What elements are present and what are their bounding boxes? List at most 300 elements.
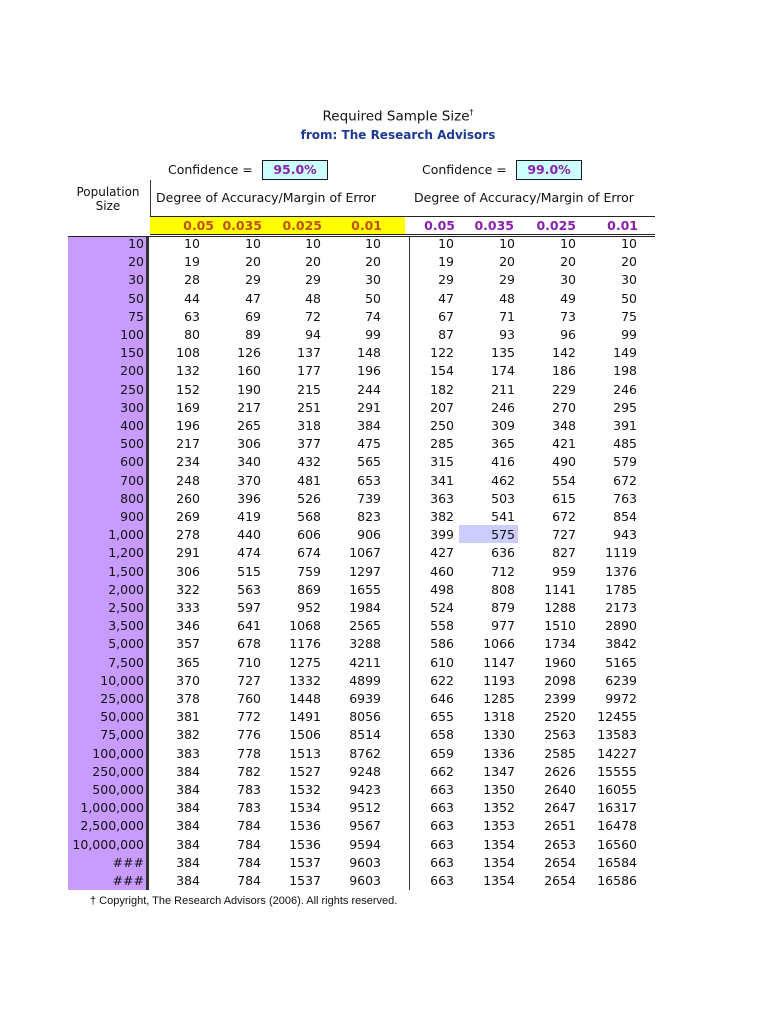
right-0035-cell[interactable]: 503 bbox=[491, 490, 515, 506]
left-005-cell[interactable]: 248 bbox=[176, 472, 200, 488]
right-005-cell[interactable]: 154 bbox=[430, 363, 454, 379]
right-confidence-value[interactable]: 99.0% bbox=[516, 160, 582, 180]
left-001-cell[interactable]: 30 bbox=[365, 272, 381, 288]
right-001-cell[interactable]: 16317 bbox=[597, 800, 637, 816]
population-cell[interactable]: 100 bbox=[120, 327, 144, 342]
left-0035-cell[interactable]: 772 bbox=[237, 709, 261, 725]
population-cell[interactable]: 1,000,000 bbox=[80, 800, 144, 816]
left-0035-cell[interactable]: 370 bbox=[237, 472, 261, 488]
right-0025-cell[interactable]: 2626 bbox=[544, 763, 576, 779]
right-0035-cell[interactable]: 1354 bbox=[483, 854, 515, 870]
right-005-cell[interactable]: 122 bbox=[430, 345, 454, 361]
population-cell[interactable]: 20 bbox=[128, 254, 144, 270]
right-0025-cell[interactable]: 2399 bbox=[544, 691, 576, 706]
left-0025-cell[interactable]: 869 bbox=[297, 581, 321, 597]
left-005-cell[interactable]: 260 bbox=[176, 490, 200, 506]
population-cell[interactable]: 600 bbox=[120, 454, 144, 470]
left-0035-cell[interactable]: 782 bbox=[237, 763, 261, 779]
left-001-cell[interactable]: 2565 bbox=[349, 618, 381, 634]
right-0025-cell[interactable]: 2640 bbox=[544, 782, 576, 797]
left-001-cell[interactable]: 475 bbox=[357, 436, 381, 452]
left-005-cell[interactable]: 306 bbox=[176, 563, 200, 579]
right-005-cell[interactable]: 663 bbox=[430, 782, 454, 797]
right-001-cell[interactable]: 579 bbox=[613, 454, 637, 470]
right-001-cell[interactable]: 2890 bbox=[605, 618, 637, 634]
population-cell[interactable]: 10 bbox=[128, 236, 144, 251]
right-005-cell[interactable]: 663 bbox=[430, 818, 454, 834]
left-0025-cell[interactable]: 1332 bbox=[289, 672, 321, 688]
right-0035-cell[interactable]: 174 bbox=[491, 363, 515, 379]
left-0035-cell[interactable]: 783 bbox=[237, 800, 261, 816]
right-005-cell[interactable]: 622 bbox=[430, 672, 454, 688]
left-0035-cell[interactable]: 784 bbox=[237, 818, 261, 834]
left-0025-cell[interactable]: 1537 bbox=[289, 873, 321, 888]
left-0025-cell[interactable]: 481 bbox=[297, 472, 321, 488]
left-001-cell[interactable]: 8514 bbox=[349, 727, 381, 743]
right-0035-cell[interactable]: 1285 bbox=[483, 691, 515, 706]
left-001-cell[interactable]: 10 bbox=[365, 236, 381, 251]
left-0025-cell[interactable]: 606 bbox=[297, 527, 321, 543]
left-001-cell[interactable]: 8762 bbox=[349, 745, 381, 761]
left-001-cell[interactable]: 196 bbox=[357, 363, 381, 379]
right-005-cell[interactable]: 10 bbox=[438, 236, 454, 251]
population-cell[interactable]: 900 bbox=[120, 509, 144, 524]
left-0035-cell[interactable]: 710 bbox=[237, 654, 261, 670]
right-0025-cell[interactable]: 827 bbox=[552, 545, 576, 561]
right-0025-cell[interactable]: 672 bbox=[552, 509, 576, 524]
right-0025-cell[interactable]: 2654 bbox=[544, 854, 576, 870]
right-005-cell[interactable]: 663 bbox=[430, 854, 454, 870]
right-005-cell[interactable]: 558 bbox=[430, 618, 454, 634]
left-0025-cell[interactable]: 29 bbox=[305, 272, 321, 288]
right-001-cell[interactable]: 20 bbox=[621, 254, 637, 270]
right-005-cell[interactable]: 29 bbox=[438, 272, 454, 288]
population-cell[interactable]: 10,000,000 bbox=[72, 836, 144, 852]
right-005-cell[interactable]: 427 bbox=[430, 545, 454, 561]
right-005-cell[interactable]: 182 bbox=[430, 381, 454, 397]
right-005-cell[interactable]: 663 bbox=[430, 836, 454, 852]
left-0035-cell[interactable]: 778 bbox=[237, 745, 261, 761]
right-001-cell[interactable]: 14227 bbox=[597, 745, 637, 761]
right-0035-cell[interactable]: 1354 bbox=[483, 836, 515, 852]
right-001-cell[interactable]: 763 bbox=[613, 490, 637, 506]
left-001-cell[interactable]: 244 bbox=[357, 381, 381, 397]
left-0035-cell[interactable]: 563 bbox=[237, 581, 261, 597]
population-cell[interactable]: 150 bbox=[120, 345, 144, 361]
right-0035-cell[interactable]: 977 bbox=[491, 618, 515, 634]
population-cell[interactable]: ### bbox=[112, 854, 144, 870]
left-0025-cell[interactable]: 1534 bbox=[289, 800, 321, 816]
right-001-cell[interactable]: 10 bbox=[621, 236, 637, 251]
right-001-cell[interactable]: 12455 bbox=[597, 709, 637, 725]
left-001-cell[interactable]: 9594 bbox=[349, 836, 381, 852]
left-005-cell[interactable]: 322 bbox=[176, 581, 200, 597]
right-001-cell[interactable]: 9972 bbox=[605, 691, 637, 706]
left-005-cell[interactable]: 10 bbox=[184, 236, 200, 251]
right-0035-cell[interactable]: 1318 bbox=[483, 709, 515, 725]
right-001-cell[interactable]: 1785 bbox=[605, 581, 637, 597]
right-0025-cell[interactable]: 615 bbox=[552, 490, 576, 506]
left-0035-cell[interactable]: 515 bbox=[237, 563, 261, 579]
population-cell[interactable]: ### bbox=[112, 873, 144, 888]
left-001-cell[interactable]: 1067 bbox=[349, 545, 381, 561]
left-005-cell[interactable]: 278 bbox=[176, 527, 200, 543]
right-0035-cell[interactable]: 1193 bbox=[483, 672, 515, 688]
left-0025-cell[interactable]: 137 bbox=[297, 345, 321, 361]
right-001-cell[interactable]: 485 bbox=[613, 436, 637, 452]
right-0035-cell[interactable]: 462 bbox=[491, 472, 515, 488]
population-cell[interactable]: 1,000 bbox=[108, 527, 144, 543]
left-0035-cell[interactable]: 190 bbox=[237, 381, 261, 397]
population-cell[interactable]: 25,000 bbox=[100, 691, 144, 706]
right-0025-cell[interactable]: 2647 bbox=[544, 800, 576, 816]
left-0025-cell[interactable]: 10 bbox=[305, 236, 321, 251]
left-0035-cell[interactable]: 89 bbox=[245, 327, 261, 342]
left-001-cell[interactable]: 9603 bbox=[349, 854, 381, 870]
right-0035-cell[interactable]: 1336 bbox=[483, 745, 515, 761]
population-cell[interactable]: 50 bbox=[128, 290, 144, 306]
right-0025-cell[interactable]: 2653 bbox=[544, 836, 576, 852]
right-0025-cell[interactable]: 2520 bbox=[544, 709, 576, 725]
right-0025-cell[interactable]: 1288 bbox=[544, 600, 576, 615]
left-0035-cell[interactable]: 678 bbox=[237, 636, 261, 652]
left-0025-cell[interactable]: 952 bbox=[297, 600, 321, 615]
left-001-cell[interactable]: 739 bbox=[357, 490, 381, 506]
right-001-cell[interactable]: 16478 bbox=[597, 818, 637, 834]
left-001-cell[interactable]: 1297 bbox=[349, 563, 381, 579]
left-005-cell[interactable]: 234 bbox=[176, 454, 200, 470]
left-0035-cell[interactable]: 474 bbox=[237, 545, 261, 561]
right-001-cell[interactable]: 3842 bbox=[605, 636, 637, 652]
left-001-cell[interactable]: 9423 bbox=[349, 782, 381, 797]
left-0035-cell[interactable]: 419 bbox=[237, 509, 261, 524]
left-001-cell[interactable]: 9603 bbox=[349, 873, 381, 888]
right-0035-cell[interactable]: 365 bbox=[491, 436, 515, 452]
right-0035-cell[interactable]: 71 bbox=[499, 308, 515, 324]
right-0025-cell[interactable]: 30 bbox=[560, 272, 576, 288]
right-005-cell[interactable]: 207 bbox=[430, 399, 454, 415]
left-001-cell[interactable]: 1984 bbox=[349, 600, 381, 615]
population-cell[interactable]: 1,500 bbox=[108, 563, 144, 579]
right-001-cell[interactable]: 16560 bbox=[597, 836, 637, 852]
left-0025-cell[interactable]: 1506 bbox=[289, 727, 321, 743]
right-001-cell[interactable]: 99 bbox=[621, 327, 637, 342]
left-001-cell[interactable]: 4211 bbox=[349, 654, 381, 670]
right-005-cell[interactable]: 87 bbox=[438, 327, 454, 342]
left-0025-cell[interactable]: 1068 bbox=[289, 618, 321, 634]
right-005-cell[interactable]: 250 bbox=[430, 418, 454, 433]
right-001-cell[interactable]: 198 bbox=[613, 363, 637, 379]
population-cell[interactable]: 800 bbox=[120, 490, 144, 506]
population-cell[interactable]: 700 bbox=[120, 472, 144, 488]
right-0035-cell[interactable]: 541 bbox=[491, 509, 515, 524]
right-001-cell[interactable]: 6239 bbox=[605, 672, 637, 688]
population-cell[interactable]: 7,500 bbox=[108, 654, 144, 670]
left-005-cell[interactable]: 365 bbox=[176, 654, 200, 670]
right-001-cell[interactable]: 5165 bbox=[605, 654, 637, 670]
left-0025-cell[interactable]: 94 bbox=[305, 327, 321, 342]
right-005-cell[interactable]: 524 bbox=[430, 600, 454, 615]
right-0025-cell[interactable]: 2651 bbox=[544, 818, 576, 834]
left-001-cell[interactable]: 291 bbox=[357, 399, 381, 415]
left-0025-cell[interactable]: 215 bbox=[297, 381, 321, 397]
left-005-cell[interactable]: 384 bbox=[176, 800, 200, 816]
left-005-cell[interactable]: 196 bbox=[176, 418, 200, 433]
population-cell[interactable]: 2,500 bbox=[108, 600, 144, 615]
left-001-cell[interactable]: 74 bbox=[365, 308, 381, 324]
population-cell[interactable]: 30 bbox=[128, 272, 144, 288]
right-005-cell[interactable]: 663 bbox=[430, 873, 454, 888]
right-0025-cell[interactable]: 421 bbox=[552, 436, 576, 452]
right-005-cell[interactable]: 662 bbox=[430, 763, 454, 779]
left-0035-cell[interactable]: 306 bbox=[237, 436, 261, 452]
left-0025-cell[interactable]: 1491 bbox=[289, 709, 321, 725]
right-005-cell[interactable]: 658 bbox=[430, 727, 454, 743]
right-005-cell[interactable]: 341 bbox=[430, 472, 454, 488]
left-0025-cell[interactable]: 1176 bbox=[289, 636, 321, 652]
left-005-cell[interactable]: 28 bbox=[184, 272, 200, 288]
right-0025-cell[interactable]: 490 bbox=[552, 454, 576, 470]
left-005-cell[interactable]: 291 bbox=[176, 545, 200, 561]
left-0025-cell[interactable]: 48 bbox=[305, 290, 321, 306]
right-0035-cell[interactable]: 1347 bbox=[483, 763, 515, 779]
left-0025-cell[interactable]: 1527 bbox=[289, 763, 321, 779]
right-001-cell[interactable]: 1376 bbox=[605, 563, 637, 579]
right-0035-cell[interactable]: 135 bbox=[491, 345, 515, 361]
left-001-cell[interactable]: 6939 bbox=[349, 691, 381, 706]
left-005-cell[interactable]: 169 bbox=[176, 399, 200, 415]
right-001-cell[interactable]: 391 bbox=[613, 418, 637, 433]
population-cell[interactable]: 250,000 bbox=[92, 763, 144, 779]
left-005-cell[interactable]: 152 bbox=[176, 381, 200, 397]
right-001-cell[interactable]: 295 bbox=[613, 399, 637, 415]
right-0025-cell[interactable]: 1510 bbox=[544, 618, 576, 634]
right-0025-cell[interactable]: 2585 bbox=[544, 745, 576, 761]
left-0035-cell[interactable]: 784 bbox=[237, 854, 261, 870]
left-001-cell[interactable]: 565 bbox=[357, 454, 381, 470]
population-cell[interactable]: 2,500,000 bbox=[80, 818, 144, 834]
right-001-cell[interactable]: 246 bbox=[613, 381, 637, 397]
left-0035-cell[interactable]: 597 bbox=[237, 600, 261, 615]
population-cell[interactable]: 500,000 bbox=[92, 782, 144, 797]
right-001-cell[interactable]: 16586 bbox=[597, 873, 637, 888]
left-005-cell[interactable]: 80 bbox=[184, 327, 200, 342]
left-0025-cell[interactable]: 759 bbox=[297, 563, 321, 579]
right-0035-cell[interactable]: 211 bbox=[491, 381, 515, 397]
left-001-cell[interactable]: 148 bbox=[357, 345, 381, 361]
right-005-cell[interactable]: 498 bbox=[430, 581, 454, 597]
right-0035-cell[interactable]: 1350 bbox=[483, 782, 515, 797]
right-0025-cell[interactable]: 10 bbox=[560, 236, 576, 251]
right-005-cell[interactable]: 67 bbox=[438, 308, 454, 324]
right-0035-cell[interactable]: 636 bbox=[491, 545, 515, 561]
population-cell[interactable]: 300 bbox=[120, 399, 144, 415]
left-0035-cell[interactable]: 340 bbox=[237, 454, 261, 470]
left-0035-cell[interactable]: 20 bbox=[245, 254, 261, 270]
left-0035-cell[interactable]: 10 bbox=[245, 236, 261, 251]
left-0035-cell[interactable]: 776 bbox=[237, 727, 261, 743]
right-0025-cell[interactable]: 1734 bbox=[544, 636, 576, 652]
right-005-cell[interactable]: 610 bbox=[430, 654, 454, 670]
left-001-cell[interactable]: 9567 bbox=[349, 818, 381, 834]
right-0035-cell[interactable]: 1066 bbox=[483, 636, 515, 652]
right-0025-cell[interactable]: 73 bbox=[560, 308, 576, 324]
right-0025-cell[interactable]: 727 bbox=[552, 527, 576, 543]
right-001-cell[interactable]: 13583 bbox=[597, 727, 637, 743]
left-confidence-value[interactable]: 95.0% bbox=[262, 160, 328, 180]
left-0025-cell[interactable]: 1513 bbox=[289, 745, 321, 761]
right-0035-cell[interactable]: 48 bbox=[499, 290, 515, 306]
left-0035-cell[interactable]: 126 bbox=[237, 345, 261, 361]
left-0035-cell[interactable]: 217 bbox=[237, 399, 261, 415]
left-0035-cell[interactable]: 396 bbox=[237, 490, 261, 506]
right-005-cell[interactable]: 19 bbox=[438, 254, 454, 270]
population-cell[interactable]: 5,000 bbox=[108, 636, 144, 652]
right-0035-cell[interactable]: 416 bbox=[491, 454, 515, 470]
left-005-cell[interactable]: 383 bbox=[176, 745, 200, 761]
right-0035-cell[interactable]: 1353 bbox=[483, 818, 515, 834]
left-0025-cell[interactable]: 674 bbox=[297, 545, 321, 561]
left-0035-cell[interactable]: 440 bbox=[237, 527, 261, 543]
left-0025-cell[interactable]: 432 bbox=[297, 454, 321, 470]
left-005-cell[interactable]: 384 bbox=[176, 818, 200, 834]
right-005-cell[interactable]: 47 bbox=[438, 290, 454, 306]
right-001-cell[interactable]: 50 bbox=[621, 290, 637, 306]
left-005-cell[interactable]: 384 bbox=[176, 873, 200, 888]
right-0025-cell[interactable]: 959 bbox=[552, 563, 576, 579]
left-001-cell[interactable]: 653 bbox=[357, 472, 381, 488]
left-0035-cell[interactable]: 727 bbox=[237, 672, 261, 688]
right-001-cell[interactable]: 672 bbox=[613, 472, 637, 488]
right-0035-cell[interactable]: 712 bbox=[491, 563, 515, 579]
right-0035-cell[interactable]: 93 bbox=[499, 327, 515, 342]
population-cell[interactable]: 50,000 bbox=[100, 709, 144, 725]
left-005-cell[interactable]: 63 bbox=[184, 308, 200, 324]
left-005-cell[interactable]: 378 bbox=[176, 691, 200, 706]
right-0035-cell[interactable]: 10 bbox=[499, 236, 515, 251]
left-005-cell[interactable]: 370 bbox=[176, 672, 200, 688]
right-0025-cell[interactable]: 1141 bbox=[544, 581, 576, 597]
right-005-cell[interactable]: 399 bbox=[430, 527, 454, 543]
left-0025-cell[interactable]: 1532 bbox=[289, 782, 321, 797]
right-005-cell[interactable]: 646 bbox=[430, 691, 454, 706]
right-001-cell[interactable]: 1119 bbox=[605, 545, 637, 561]
left-005-cell[interactable]: 346 bbox=[176, 618, 200, 634]
right-0035-cell[interactable]: 1147 bbox=[483, 654, 515, 670]
right-0035-cell[interactable]: 1330 bbox=[483, 727, 515, 743]
left-005-cell[interactable]: 108 bbox=[176, 345, 200, 361]
left-0035-cell[interactable]: 783 bbox=[237, 782, 261, 797]
population-cell[interactable]: 75 bbox=[128, 308, 144, 324]
left-005-cell[interactable]: 384 bbox=[176, 782, 200, 797]
left-001-cell[interactable]: 1655 bbox=[349, 581, 381, 597]
left-001-cell[interactable]: 3288 bbox=[349, 636, 381, 652]
right-0035-cell[interactable]: 575 bbox=[491, 527, 515, 543]
right-0025-cell[interactable]: 348 bbox=[552, 418, 576, 433]
right-001-cell[interactable]: 75 bbox=[621, 308, 637, 324]
right-0025-cell[interactable]: 20 bbox=[560, 254, 576, 270]
left-0025-cell[interactable]: 318 bbox=[297, 418, 321, 433]
left-0035-cell[interactable]: 29 bbox=[245, 272, 261, 288]
left-0035-cell[interactable]: 760 bbox=[237, 691, 261, 706]
right-001-cell[interactable]: 15555 bbox=[597, 763, 637, 779]
left-005-cell[interactable]: 382 bbox=[176, 727, 200, 743]
population-cell[interactable]: 1,200 bbox=[108, 545, 144, 561]
left-0035-cell[interactable]: 784 bbox=[237, 873, 261, 888]
right-005-cell[interactable]: 659 bbox=[430, 745, 454, 761]
left-001-cell[interactable]: 9512 bbox=[349, 800, 381, 816]
right-001-cell[interactable]: 854 bbox=[613, 509, 637, 524]
right-005-cell[interactable]: 363 bbox=[430, 490, 454, 506]
right-0025-cell[interactable]: 2563 bbox=[544, 727, 576, 743]
left-0025-cell[interactable]: 1537 bbox=[289, 854, 321, 870]
left-005-cell[interactable]: 384 bbox=[176, 854, 200, 870]
right-0025-cell[interactable]: 2098 bbox=[544, 672, 576, 688]
population-cell[interactable]: 500 bbox=[120, 436, 144, 452]
right-001-cell[interactable]: 30 bbox=[621, 272, 637, 288]
left-001-cell[interactable]: 9248 bbox=[349, 763, 381, 779]
population-cell[interactable]: 250 bbox=[120, 381, 144, 397]
left-005-cell[interactable]: 384 bbox=[176, 763, 200, 779]
right-005-cell[interactable]: 460 bbox=[430, 563, 454, 579]
left-005-cell[interactable]: 384 bbox=[176, 836, 200, 852]
right-005-cell[interactable]: 315 bbox=[430, 454, 454, 470]
left-005-cell[interactable]: 217 bbox=[176, 436, 200, 452]
right-005-cell[interactable]: 663 bbox=[430, 800, 454, 816]
population-cell[interactable]: 2,000 bbox=[108, 581, 144, 597]
right-0035-cell[interactable]: 246 bbox=[491, 399, 515, 415]
population-cell[interactable]: 3,500 bbox=[108, 618, 144, 634]
left-0025-cell[interactable]: 568 bbox=[297, 509, 321, 524]
left-005-cell[interactable]: 333 bbox=[176, 600, 200, 615]
population-cell[interactable]: 200 bbox=[120, 363, 144, 379]
right-0025-cell[interactable]: 2654 bbox=[544, 873, 576, 888]
left-0035-cell[interactable]: 47 bbox=[245, 290, 261, 306]
left-001-cell[interactable]: 50 bbox=[365, 290, 381, 306]
left-0035-cell[interactable]: 160 bbox=[237, 363, 261, 379]
left-005-cell[interactable]: 132 bbox=[176, 363, 200, 379]
left-0025-cell[interactable]: 1448 bbox=[289, 691, 321, 706]
right-0025-cell[interactable]: 554 bbox=[552, 472, 576, 488]
left-001-cell[interactable]: 823 bbox=[357, 509, 381, 524]
right-0025-cell[interactable]: 270 bbox=[552, 399, 576, 415]
right-0035-cell[interactable]: 309 bbox=[491, 418, 515, 433]
left-0025-cell[interactable]: 251 bbox=[297, 399, 321, 415]
right-001-cell[interactable]: 149 bbox=[613, 345, 637, 361]
left-001-cell[interactable]: 384 bbox=[357, 418, 381, 433]
left-0035-cell[interactable]: 69 bbox=[245, 308, 261, 324]
right-005-cell[interactable]: 285 bbox=[430, 436, 454, 452]
left-0035-cell[interactable]: 784 bbox=[237, 836, 261, 852]
left-005-cell[interactable]: 381 bbox=[176, 709, 200, 725]
population-cell[interactable]: 400 bbox=[120, 418, 144, 433]
right-0035-cell[interactable]: 808 bbox=[491, 581, 515, 597]
right-0025-cell[interactable]: 1960 bbox=[544, 654, 576, 670]
left-001-cell[interactable]: 99 bbox=[365, 327, 381, 342]
left-0025-cell[interactable]: 526 bbox=[297, 490, 321, 506]
left-005-cell[interactable]: 44 bbox=[184, 290, 200, 306]
right-005-cell[interactable]: 586 bbox=[430, 636, 454, 652]
left-005-cell[interactable]: 269 bbox=[176, 509, 200, 524]
right-001-cell[interactable]: 943 bbox=[613, 527, 637, 543]
right-0035-cell[interactable]: 1354 bbox=[483, 873, 515, 888]
right-001-cell[interactable]: 2173 bbox=[605, 600, 637, 615]
right-005-cell[interactable]: 655 bbox=[430, 709, 454, 725]
left-001-cell[interactable]: 20 bbox=[365, 254, 381, 270]
right-0035-cell[interactable]: 879 bbox=[491, 600, 515, 615]
right-0025-cell[interactable]: 49 bbox=[560, 290, 576, 306]
left-0025-cell[interactable]: 1536 bbox=[289, 818, 321, 834]
